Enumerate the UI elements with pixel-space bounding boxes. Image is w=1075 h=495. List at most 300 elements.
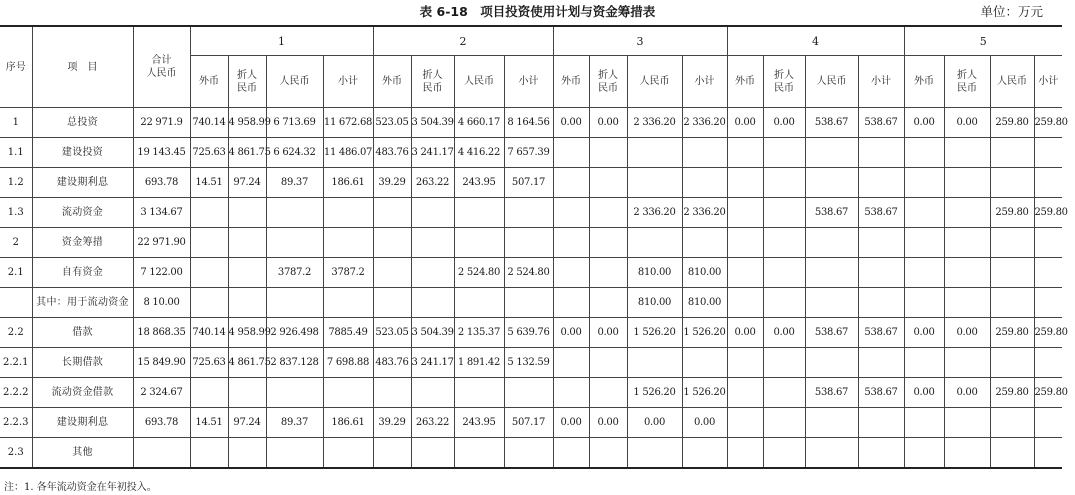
row-value: 0.00 <box>589 318 627 348</box>
row-value <box>266 438 323 469</box>
row-value: 7885.49 <box>323 318 373 348</box>
row-value <box>763 198 805 228</box>
row-value <box>763 258 805 288</box>
row-value <box>904 408 944 438</box>
row-value <box>727 288 763 318</box>
row-item: 资金筹措 <box>32 228 133 258</box>
row-value: 4 958.99 <box>228 318 266 348</box>
row-total: 18 868.35 <box>133 318 190 348</box>
row-value: 259.80 <box>990 108 1034 138</box>
row-value <box>727 138 763 168</box>
row-value <box>990 138 1034 168</box>
row-value <box>553 198 589 228</box>
row-value: 523.05 <box>373 318 411 348</box>
row-item: 建设期利息 <box>32 408 133 438</box>
row-value: 0.00 <box>944 318 990 348</box>
row-value <box>190 288 228 318</box>
row-value: 3 504.39 <box>411 318 454 348</box>
subheader-year1-subtotal: 小计 <box>323 56 373 108</box>
table-row <box>0 408 1062 438</box>
row-value: 243.95 <box>454 408 504 438</box>
row-value <box>904 438 944 469</box>
row-value: 810.00 <box>627 258 682 288</box>
row-value <box>323 228 373 258</box>
row-value: 243.95 <box>454 168 504 198</box>
row-seq: 1.3 <box>0 198 32 228</box>
subheader-year2-foreign-currency: 外币 <box>373 56 411 108</box>
row-value <box>1034 288 1062 318</box>
header-year-3: 3 <box>553 26 727 56</box>
row-total: 19 143.45 <box>133 138 190 168</box>
row-value <box>944 348 990 378</box>
row-value: 0.00 <box>904 108 944 138</box>
row-value: 538.67 <box>858 198 904 228</box>
row-seq: 2.2.3 <box>0 408 32 438</box>
row-value <box>373 438 411 469</box>
row-value <box>1034 408 1062 438</box>
row-item: 长期借款 <box>32 348 133 378</box>
row-value: 259.80 <box>990 378 1034 408</box>
footnote: 注：1. 各年流动资金在年初投入。 <box>4 482 157 493</box>
row-value: 2 135.37 <box>454 318 504 348</box>
row-value: 0.00 <box>944 108 990 138</box>
row-value <box>990 288 1034 318</box>
row-value: 4 416.22 <box>454 138 504 168</box>
subheader-year2-rmb: 人民币 <box>454 56 504 108</box>
row-value <box>763 438 805 469</box>
row-value <box>944 138 990 168</box>
row-value <box>727 198 763 228</box>
row-value <box>373 228 411 258</box>
row-value: 810.00 <box>682 258 727 288</box>
row-value <box>682 138 727 168</box>
row-value <box>904 258 944 288</box>
subheader-year5-rmb: 人民币 <box>990 56 1034 108</box>
row-value <box>727 438 763 469</box>
row-value <box>190 378 228 408</box>
table-row <box>0 228 1062 258</box>
row-value: 89.37 <box>266 408 323 438</box>
row-value: 0.00 <box>553 408 589 438</box>
subheader-year2-subtotal: 小计 <box>504 56 553 108</box>
row-value <box>944 258 990 288</box>
row-value: 725.63 <box>190 138 228 168</box>
row-item: 自有资金 <box>32 258 133 288</box>
table-row <box>0 108 1062 138</box>
row-value <box>805 438 858 469</box>
row-value: 1 526.20 <box>682 318 727 348</box>
row-value: 7 698.88 <box>323 348 373 378</box>
row-value <box>553 288 589 318</box>
row-seq: 2 <box>0 228 32 258</box>
row-value: 538.67 <box>805 318 858 348</box>
row-value <box>904 228 944 258</box>
row-value <box>904 138 944 168</box>
row-value: 5 639.76 <box>504 318 553 348</box>
row-value: 3 504.39 <box>411 108 454 138</box>
row-value: 0.00 <box>682 408 727 438</box>
row-value <box>504 438 553 469</box>
row-value <box>1034 228 1062 258</box>
row-value: 39.29 <box>373 168 411 198</box>
row-value <box>228 438 266 469</box>
row-value <box>904 198 944 228</box>
row-item: 流动资金 <box>32 198 133 228</box>
row-value: 0.00 <box>553 318 589 348</box>
row-value <box>589 348 627 378</box>
row-value <box>454 378 504 408</box>
row-value <box>904 168 944 198</box>
row-value <box>763 138 805 168</box>
row-value <box>1034 348 1062 378</box>
row-value <box>266 228 323 258</box>
row-value: 3 241.17 <box>411 138 454 168</box>
row-value: 740.14 <box>190 318 228 348</box>
row-value: 538.67 <box>805 198 858 228</box>
row-value: 538.67 <box>858 108 904 138</box>
row-value <box>627 138 682 168</box>
row-total: 22 971.9 <box>133 108 190 138</box>
row-item: 建设投资 <box>32 138 133 168</box>
table-title: 表 6-18 项目投资使用计划与资金筹措表 <box>419 4 656 19</box>
subheader-year1-foreign-currency: 外币 <box>190 56 228 108</box>
row-value <box>858 168 904 198</box>
row-value <box>504 228 553 258</box>
row-value: 0.00 <box>589 408 627 438</box>
row-value <box>990 258 1034 288</box>
row-item: 其中：用于流动资金 <box>32 288 133 318</box>
row-value: 0.00 <box>727 318 763 348</box>
row-value <box>858 138 904 168</box>
row-value: 810.00 <box>627 288 682 318</box>
row-value: 507.17 <box>504 168 553 198</box>
row-total: 22 971.90 <box>133 228 190 258</box>
row-value: 538.67 <box>858 318 904 348</box>
subheader-year3-rmb: 人民币 <box>627 56 682 108</box>
row-value: 186.61 <box>323 408 373 438</box>
row-value: 2 837.128 <box>266 348 323 378</box>
row-value: 259.80 <box>990 198 1034 228</box>
row-value <box>682 438 727 469</box>
row-item: 流动资金借款 <box>32 378 133 408</box>
row-total: 8 10.00 <box>133 288 190 318</box>
row-value: 0.00 <box>763 318 805 348</box>
row-value <box>805 288 858 318</box>
row-value <box>411 288 454 318</box>
row-value: 11 486.07 <box>323 138 373 168</box>
row-value: 0.00 <box>944 378 990 408</box>
row-total: 15 849.90 <box>133 348 190 378</box>
row-value <box>411 228 454 258</box>
table-row <box>0 198 1062 228</box>
row-seq: 2.2.1 <box>0 348 32 378</box>
row-value: 5 132.59 <box>504 348 553 378</box>
row-value <box>805 258 858 288</box>
subheader-year5-foreign-currency: 外币 <box>904 56 944 108</box>
row-value <box>1034 168 1062 198</box>
row-value: 6 713.69 <box>266 108 323 138</box>
row-value <box>627 348 682 378</box>
row-value <box>805 138 858 168</box>
row-value <box>228 288 266 318</box>
row-value <box>454 288 504 318</box>
row-value: 0.00 <box>589 108 627 138</box>
header-year-5: 5 <box>904 26 1062 56</box>
row-seq: 1.2 <box>0 168 32 198</box>
row-value <box>589 288 627 318</box>
row-value <box>805 408 858 438</box>
row-value <box>1034 138 1062 168</box>
row-value: 0.00 <box>627 408 682 438</box>
row-value <box>411 258 454 288</box>
row-value <box>589 228 627 258</box>
row-item: 总投资 <box>32 108 133 138</box>
row-value <box>589 198 627 228</box>
row-seq: 1 <box>0 108 32 138</box>
row-value: 7 657.39 <box>504 138 553 168</box>
row-value: 263.22 <box>411 168 454 198</box>
table-row <box>0 348 1062 378</box>
row-value: 259.80 <box>1034 318 1062 348</box>
row-value: 0.00 <box>904 378 944 408</box>
row-value: 0.00 <box>553 108 589 138</box>
row-value <box>589 378 627 408</box>
row-value <box>323 288 373 318</box>
row-value: 97.24 <box>228 168 266 198</box>
header-seq: 序号 <box>0 26 32 108</box>
header-item: 项 目 <box>32 26 133 108</box>
row-value <box>553 138 589 168</box>
row-value: 538.67 <box>805 378 858 408</box>
row-value: 89.37 <box>266 168 323 198</box>
row-value <box>553 378 589 408</box>
row-value <box>990 348 1034 378</box>
row-value: 259.80 <box>1034 198 1062 228</box>
row-seq: 1.1 <box>0 138 32 168</box>
row-value <box>627 168 682 198</box>
row-value: 2 524.80 <box>454 258 504 288</box>
row-value <box>858 408 904 438</box>
row-value <box>553 228 589 258</box>
row-value <box>553 168 589 198</box>
row-seq: 2.3 <box>0 438 32 469</box>
row-value <box>553 438 589 469</box>
row-value: 2 524.80 <box>504 258 553 288</box>
header-year-2: 2 <box>373 26 553 56</box>
row-value <box>858 348 904 378</box>
subheader-year4-rmb: 人民币 <box>805 56 858 108</box>
row-value <box>1034 258 1062 288</box>
row-total <box>133 438 190 469</box>
header-year-1: 1 <box>190 26 373 56</box>
row-value: 97.24 <box>228 408 266 438</box>
row-value <box>858 438 904 469</box>
row-value: 259.80 <box>1034 108 1062 138</box>
row-value: 483.76 <box>373 348 411 378</box>
row-value: 2 336.20 <box>627 198 682 228</box>
row-value <box>763 408 805 438</box>
subheader-year3-subtotal: 小计 <box>682 56 727 108</box>
row-value <box>373 288 411 318</box>
row-value <box>411 378 454 408</box>
row-value: 14.51 <box>190 408 228 438</box>
subheader-year5-subtotal: 小计 <box>1034 56 1062 108</box>
row-value <box>763 168 805 198</box>
subheader-year1-converted-rmb: 折人 民币 <box>228 56 266 108</box>
row-value <box>805 348 858 378</box>
row-value <box>805 228 858 258</box>
row-value <box>858 288 904 318</box>
row-value <box>805 168 858 198</box>
row-value: 2 926.498 <box>266 318 323 348</box>
row-value <box>504 378 553 408</box>
row-value <box>589 168 627 198</box>
row-total: 693.78 <box>133 408 190 438</box>
row-seq: 2.2.2 <box>0 378 32 408</box>
row-value <box>727 258 763 288</box>
subheader-year4-converted-rmb: 折人 民币 <box>763 56 805 108</box>
row-value <box>228 378 266 408</box>
row-value: 4 861.75 <box>228 138 266 168</box>
row-value <box>504 198 553 228</box>
row-value <box>228 198 266 228</box>
investment-table <box>0 25 1068 469</box>
row-value <box>228 228 266 258</box>
row-value: 1 526.20 <box>627 318 682 348</box>
row-value <box>627 438 682 469</box>
row-total: 693.78 <box>133 168 190 198</box>
row-value <box>627 228 682 258</box>
subheader-year4-subtotal: 小计 <box>858 56 904 108</box>
row-value: 740.14 <box>190 108 228 138</box>
row-value <box>944 288 990 318</box>
row-value: 3 241.17 <box>411 348 454 378</box>
row-value <box>727 408 763 438</box>
row-value <box>858 258 904 288</box>
row-value: 3787.2 <box>266 258 323 288</box>
row-value <box>589 138 627 168</box>
header-year-4: 4 <box>727 26 904 56</box>
row-value: 3787.2 <box>323 258 373 288</box>
row-value <box>944 228 990 258</box>
row-value <box>904 348 944 378</box>
row-item: 借款 <box>32 318 133 348</box>
row-seq: 2.1 <box>0 258 32 288</box>
row-value <box>190 438 228 469</box>
subheader-year4-foreign-currency: 外币 <box>727 56 763 108</box>
row-value <box>727 348 763 378</box>
row-value: 8 164.56 <box>504 108 553 138</box>
row-value <box>323 198 373 228</box>
row-value <box>944 198 990 228</box>
row-value: 186.61 <box>323 168 373 198</box>
row-value: 4 660.17 <box>454 108 504 138</box>
row-value <box>553 258 589 288</box>
row-value <box>266 288 323 318</box>
row-value <box>266 378 323 408</box>
row-value: 725.63 <box>190 348 228 378</box>
row-value <box>589 258 627 288</box>
row-value <box>990 168 1034 198</box>
unit-label: 单位：万元 <box>980 4 1043 19</box>
row-value <box>454 228 504 258</box>
row-value <box>990 408 1034 438</box>
row-value: 11 672.68 <box>323 108 373 138</box>
row-value <box>553 348 589 378</box>
row-value: 259.80 <box>1034 378 1062 408</box>
row-value: 483.76 <box>373 138 411 168</box>
table-row <box>0 168 1062 198</box>
row-value <box>763 228 805 258</box>
row-value: 1 526.20 <box>682 378 727 408</box>
row-value <box>323 438 373 469</box>
row-value <box>727 378 763 408</box>
row-value: 1 891.42 <box>454 348 504 378</box>
row-value <box>373 258 411 288</box>
header-total: 合计 人民币 <box>133 26 190 108</box>
row-seq: 2.2 <box>0 318 32 348</box>
row-value <box>454 198 504 228</box>
subheader-year1-rmb: 人民币 <box>266 56 323 108</box>
row-value <box>411 198 454 228</box>
row-total: 2 324.67 <box>133 378 190 408</box>
row-total: 3 134.67 <box>133 198 190 228</box>
row-value <box>190 228 228 258</box>
row-value <box>454 438 504 469</box>
row-item: 建设期利息 <box>32 168 133 198</box>
table-row <box>0 378 1062 408</box>
row-value: 14.51 <box>190 168 228 198</box>
row-value <box>904 288 944 318</box>
row-value <box>190 198 228 228</box>
row-value <box>504 288 553 318</box>
row-value <box>944 408 990 438</box>
row-value: 0.00 <box>763 108 805 138</box>
row-value: 507.17 <box>504 408 553 438</box>
row-value <box>727 168 763 198</box>
row-total: 7 122.00 <box>133 258 190 288</box>
row-value <box>858 228 904 258</box>
row-value: 4 958.99 <box>228 108 266 138</box>
row-value: 1 526.20 <box>627 378 682 408</box>
row-value: 39.29 <box>373 408 411 438</box>
row-value: 259.80 <box>990 318 1034 348</box>
row-value: 0.00 <box>904 318 944 348</box>
row-value <box>682 168 727 198</box>
row-value: 810.00 <box>682 288 727 318</box>
row-value <box>266 198 323 228</box>
row-value <box>589 438 627 469</box>
subheader-year2-converted-rmb: 折人 民币 <box>411 56 454 108</box>
row-value: 263.22 <box>411 408 454 438</box>
subheader-year3-converted-rmb: 折人 民币 <box>589 56 627 108</box>
row-value: 2 336.20 <box>682 108 727 138</box>
row-value <box>1034 438 1062 469</box>
row-value <box>190 258 228 288</box>
row-value <box>411 438 454 469</box>
row-value <box>228 258 266 288</box>
row-value: 538.67 <box>858 378 904 408</box>
row-value <box>373 198 411 228</box>
table-row <box>0 138 1062 168</box>
table-row <box>0 258 1062 288</box>
row-value <box>990 228 1034 258</box>
row-value <box>727 228 763 258</box>
row-value: 6 624.32 <box>266 138 323 168</box>
row-value <box>763 348 805 378</box>
row-value <box>944 438 990 469</box>
subheader-year5-converted-rmb: 折人 民币 <box>944 56 990 108</box>
